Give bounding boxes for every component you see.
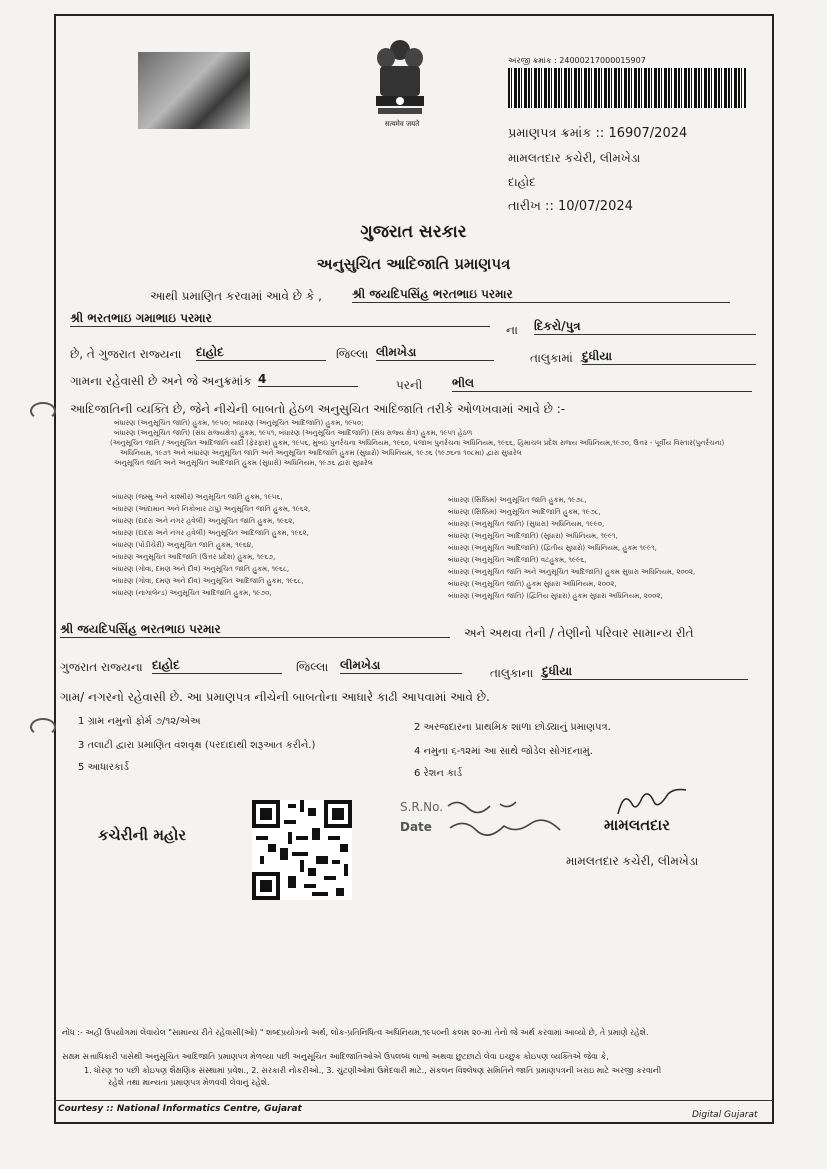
residence-label: ગામના રહેવાસી છે અને જે અનુક્રમાંક — [70, 374, 252, 388]
taluka-label-2: તાલુકાના — [490, 666, 534, 680]
father-name: શ્રી ભરતભાઇ ગમાભાઇ પરમાર — [70, 311, 490, 327]
stamp-handwriting — [440, 794, 590, 840]
applicant-photo — [138, 52, 250, 129]
issuing-office: મામલતદાર કચેરી, લીમખેડા — [508, 151, 641, 165]
authority-note: સક્ષમ સત્તાધિકારી પાસેથી અનુસૂચિત આદિજાતિ પ્રમાણપત્ર મેળવ્યા પછી અનુસૂચિત આદિજાતિઓએ ઉપલબ્ધ લાભો અથવા છુટછાટો લેવા ઇચ્છુક કોઇપણ વ્યક્તિએ જેવા કે, — [62, 1052, 609, 1061]
issuing-district: દાહોદ — [508, 175, 536, 189]
national-emblem-icon — [368, 36, 432, 120]
order-right-item: બંધારણ (અનુસૂચિત જાતિ) હુકમ સુધારા અધિનિયમ, ૨૦૦૨, — [448, 580, 617, 588]
taluka-value-2: લીમખેડા — [340, 658, 462, 674]
na-label: ના — [506, 323, 518, 337]
order-left-item: બંધારણ અનુસૂચિત આદિજાતિ (ઉત્તર પ્રદેશ) હુકમ, ૧૯૬૭, — [112, 553, 276, 561]
par-label: પરની — [396, 378, 423, 392]
qr-code — [252, 800, 352, 900]
district-value-2: દાહોદ — [152, 658, 282, 674]
order-right-item: બંધારણ (અનુસૂચિત આદિજાતિ) (દ્વિતીય સુધારો) અધિનિયમ, હુકમ ૧૯૯૧, — [448, 544, 657, 552]
taluka-label: તાલુકામાં — [530, 351, 573, 365]
order-line: અધિનિયમ, ૧૯૭૧ અને બંધારણ અનુસૂચિત જાતિ અને અનુસૂચિત આદિજાતિ હુકમ (સુધારો) અધિનિયમ, ૧૯૭૬ (૧૯૭૬ના ૧૦૮મા) દ્વારા સુધારેલ — [120, 449, 522, 457]
order-right-item: બંધારણ (અનુસૂચિત જાતિ) (સુધારા) અધિનિયમ, ૧૯૯૦, — [448, 520, 605, 528]
officer-title: મામલતદાર — [604, 816, 670, 834]
document-item: 5 આધારકાર્ડ — [78, 762, 129, 773]
district-label-2: જિલ્લા — [296, 660, 329, 674]
order-right-item: બંધારણ (અનુસૂચિત આદિજાતિ) (સુધારા) અધિનિયમ, ૧૯૯૧, — [448, 532, 618, 540]
barcode — [508, 68, 746, 108]
document-item: 6 રેશન કાર્ડ — [414, 768, 463, 779]
village-value-2: દુધીયા — [542, 664, 748, 680]
order-left-item: બંધારણ (દાદરા અને નગર હવેલી) અનુસૂચિત આદિજાતિ હુકમ, ૧૯૬૨, — [112, 529, 309, 537]
order-right-item: બંધારણ (અનુસૂચિત જાતિ) (દ્વિતિય સુધારા) હુકમ સુધારા અધિનિયમ, ૨૦૦૨, — [448, 592, 663, 600]
orders-left-column — [112, 491, 432, 599]
footer-digital-gujarat: Digital Gujarat — [692, 1110, 758, 1120]
tribe-name: ભીલ — [452, 376, 752, 392]
order-line: બંધારણ (અનુસૂચિત જાતિ) (સંઘ રાજ્યક્ષેત્ર) હુકમ, ૧૯૫૧, બંધારણ (અનુસૂચિત આદિજાતિ) (સંઘ રાજ્ય ક્ષેત્ર) હુકમ, ૧૯૫૧ હેઠળ — [114, 429, 473, 437]
order-right-item: બંધારણ (અનુસૂચિત આદિજાતિ) વટહુકમ, ૧૯૯૬, — [448, 556, 587, 564]
government-title: ગુજરાત સરકાર — [360, 222, 467, 242]
district-value: દાહોદ — [196, 345, 326, 361]
order-left-item: બંધારણ (નાગાલેન્ડ) અનુસૂચિત આદિજાતિ હુકમ, ૧૯૭૦, — [112, 589, 272, 597]
benefit-note: 1. ધોરણ ૧૦ પછી કોઇપણ શૈક્ષણિક સંસ્થામાં પ્રવેશ., 2. સરકારી નોકરીઓ., 3. ચુંટણીઓમાં ઉમેદવારી માટે., સંકલન વિશ્લેષણ સમિતિને જાતિ પ્રમાણપત્રની ખરાઇ માટે અરજી કરવાની — [84, 1066, 662, 1075]
order-right-item: બંધારણ (અનુસૂચિત જાતિ અને અનુસૂચિત આદિજાતિ) હુકમ સુધારા અધિનિયમ, ૨૦૦૨, — [448, 568, 696, 576]
recognized-text: આદિજાતિની વ્યક્તિ છે, જેને નીચેની બાબતો હેઠળ અનુસુચિત આદિજાતિ તરીકે ઓળખવામાં આવે છે :- — [70, 402, 566, 416]
order-left-item: બંધારણ (જમ્મુ અને કાશ્મીર) અનુસૂચિત જાતિ હુકમ, ૧૯૫૬, — [112, 493, 283, 501]
state-label-2: ગુજરાત રાજ્યના — [60, 660, 143, 674]
usage-note: નોંધ :- અહીં ઉપયોગમાં લેવાયેલ "સામાન્ય રીતે રહેવાસી(ઓ) " શબ્દપ્રયોગનો અર્થ, લોક-પ્રતિનિધિત્વ અધિનિયમ,૧૯૫૦ની કલમ ૨૦-માં તેનો જે અર્થ કરવામાં આવ્યો છે, તે પ્રમાણે રહેશે. — [62, 1028, 649, 1037]
application-number: અરજી ક્રમાંક : 24000217000015907 — [508, 56, 646, 65]
benefit-note-2: રહેશે તથા માન્યતા પ્રમાણપત્ર મેળવવી લેવાનું રહેશે. — [108, 1078, 270, 1087]
village-value: દુધીયા — [582, 349, 756, 365]
taluka-value: લીમખેડા — [376, 345, 494, 361]
order-right-item: બંધારણ (સિક્કિમ) અનુસૂચિત જાતિ હુકમ, ૧૯૭૮, — [448, 496, 587, 504]
family-label: અને અથવા તેની / તેણીનો પરિવાર સામાન્ય રીતે — [464, 626, 694, 640]
applicant-name: શ્રી જયદિપસિંહ ભરતભાઇ પરમાર — [352, 287, 730, 303]
serial-number: 4 — [258, 372, 358, 387]
office-seal-label: કચેરીની મહોર — [98, 826, 187, 844]
state-label: છે, તે ગુજરાત રાજ્યના — [70, 347, 182, 361]
orders-block — [110, 418, 734, 468]
order-line: બંધારણ (અનુસૂચિત જાતિ) હુકમ, ૧૯૫૦; બંધારણ (અનુસૂચિત આદિજાતિ) હુકમ, ૧૯૫૦; — [114, 419, 364, 427]
order-line: અનુસૂચિત જાતિ અને અનુસૂચિત આદિજાતિ હુકમ (સુધારો) અધિનિયમ, ૧૯૭૬ દ્વારા સુધારેલ — [114, 459, 373, 467]
issue-date: તારીખ :: 10/07/2024 — [508, 199, 633, 214]
residence-text: ગામ/ નગરનો રહેવાસી છે. આ પ્રમાણપત્ર નીચેની બાબતોના આધારે કાઢી આપવામાં આવે છે. — [60, 690, 490, 704]
seal-date-label: Date — [400, 820, 432, 834]
order-left-item: બંધારણ (ગોવા, દમણ અને દીવ) અનુસૂચિત આદિજાતિ હુકમ, ૧૯૬૮, — [112, 577, 304, 585]
sr-number-label: S.R.No. — [400, 800, 444, 814]
punch-hole-icon — [30, 718, 56, 736]
punch-hole-icon — [30, 402, 56, 420]
orders-right-column — [448, 494, 748, 602]
applicant-name-repeat: શ્રી જયદિપસિંહ ભરતભાઇ પરમાર — [60, 622, 450, 638]
document-item: 2 અરજદારના પ્રાથમિક શાળા છોડ્યાનું પ્રમાણપત્ર. — [414, 722, 611, 733]
district-label: જિલ્લા — [336, 347, 369, 361]
order-left-item: બંધારણ (પોંડીચેરી) અનુસૂચિત જાતિ હુકમ, ૧૯૬૪, — [112, 541, 254, 549]
officer-office: મામલતદાર કચેરી, લીમખેડા — [566, 854, 699, 868]
certificate-number: પ્રમાણપત્ર ક્રમાંક :: 16907/2024 — [508, 126, 688, 141]
document-item: 1 ગ્રામ નમુનો ફોર્મ ૭/૧૨/એઅ — [78, 716, 201, 727]
document-item: 3 તલાટી દ્વારા પ્રમાણિત વંશવૃક્ષ (પરદાદાથી શરૂઆત કરીને.) — [78, 740, 316, 751]
order-right-item: બંધારણ (સિક્કિમ) અનુસૂચિત આદિજાતિ હુકમ, ૧૯૭૮, — [448, 508, 601, 516]
certificate-title: અનુસુચિત આદિજાતિ પ્રમાણપત્ર — [316, 255, 511, 273]
order-line: (અનુસૂચિત જાતિ / અનુસૂચિત આદિજાતિ યાદી (ફેરફાર) હુકમ, ૧૯૫૬, મુંબઇ પુનર્રચના અધિનિયમ, ૧૯૬૦, પંજાબ પુનર્રચના અધિનિયમ, ૧૯૬૬, હિમાચલ પ્રદેશ રાજ્ય અધિનિયમ,૧૯૭૦, ઉત્તર - પૂર્વીય વિસ્તાર(પુનર્રચના) — [110, 439, 725, 447]
emblem-motto: सत्यमेव जयते — [384, 120, 420, 128]
document-item: 4 નમુના ૬-૧૨માં આ સાથે જોડેલ સોગંદનામું. — [414, 746, 593, 757]
order-left-item: બંધારણ (દાદરા અને નગર હવેલી) અનુસૂચિત જાતિ હુકમ, ૧૯૬૨, — [112, 517, 295, 525]
order-left-item: બંધારણ (ગોવા, દમણ અને દીવ) અનુસૂચિત જાતિ હુકમ, ૧૯૬૮, — [112, 565, 290, 573]
footer-divider — [54, 1100, 774, 1101]
order-left-item: બંધારણ (આંદામાન અને નિકોબાર ટાપુ) અનુસૂચિત જાતિ હુકમ, ૧૯૬૨, — [112, 505, 311, 513]
certify-label: આથી પ્રમાણિત કરવામાં આવે છે કે , — [150, 289, 322, 303]
footer-courtesy: Courtesy :: National Informatics Centre, Gujarat — [58, 1104, 302, 1114]
relation: દિકરો/પુત્ર — [534, 319, 756, 335]
